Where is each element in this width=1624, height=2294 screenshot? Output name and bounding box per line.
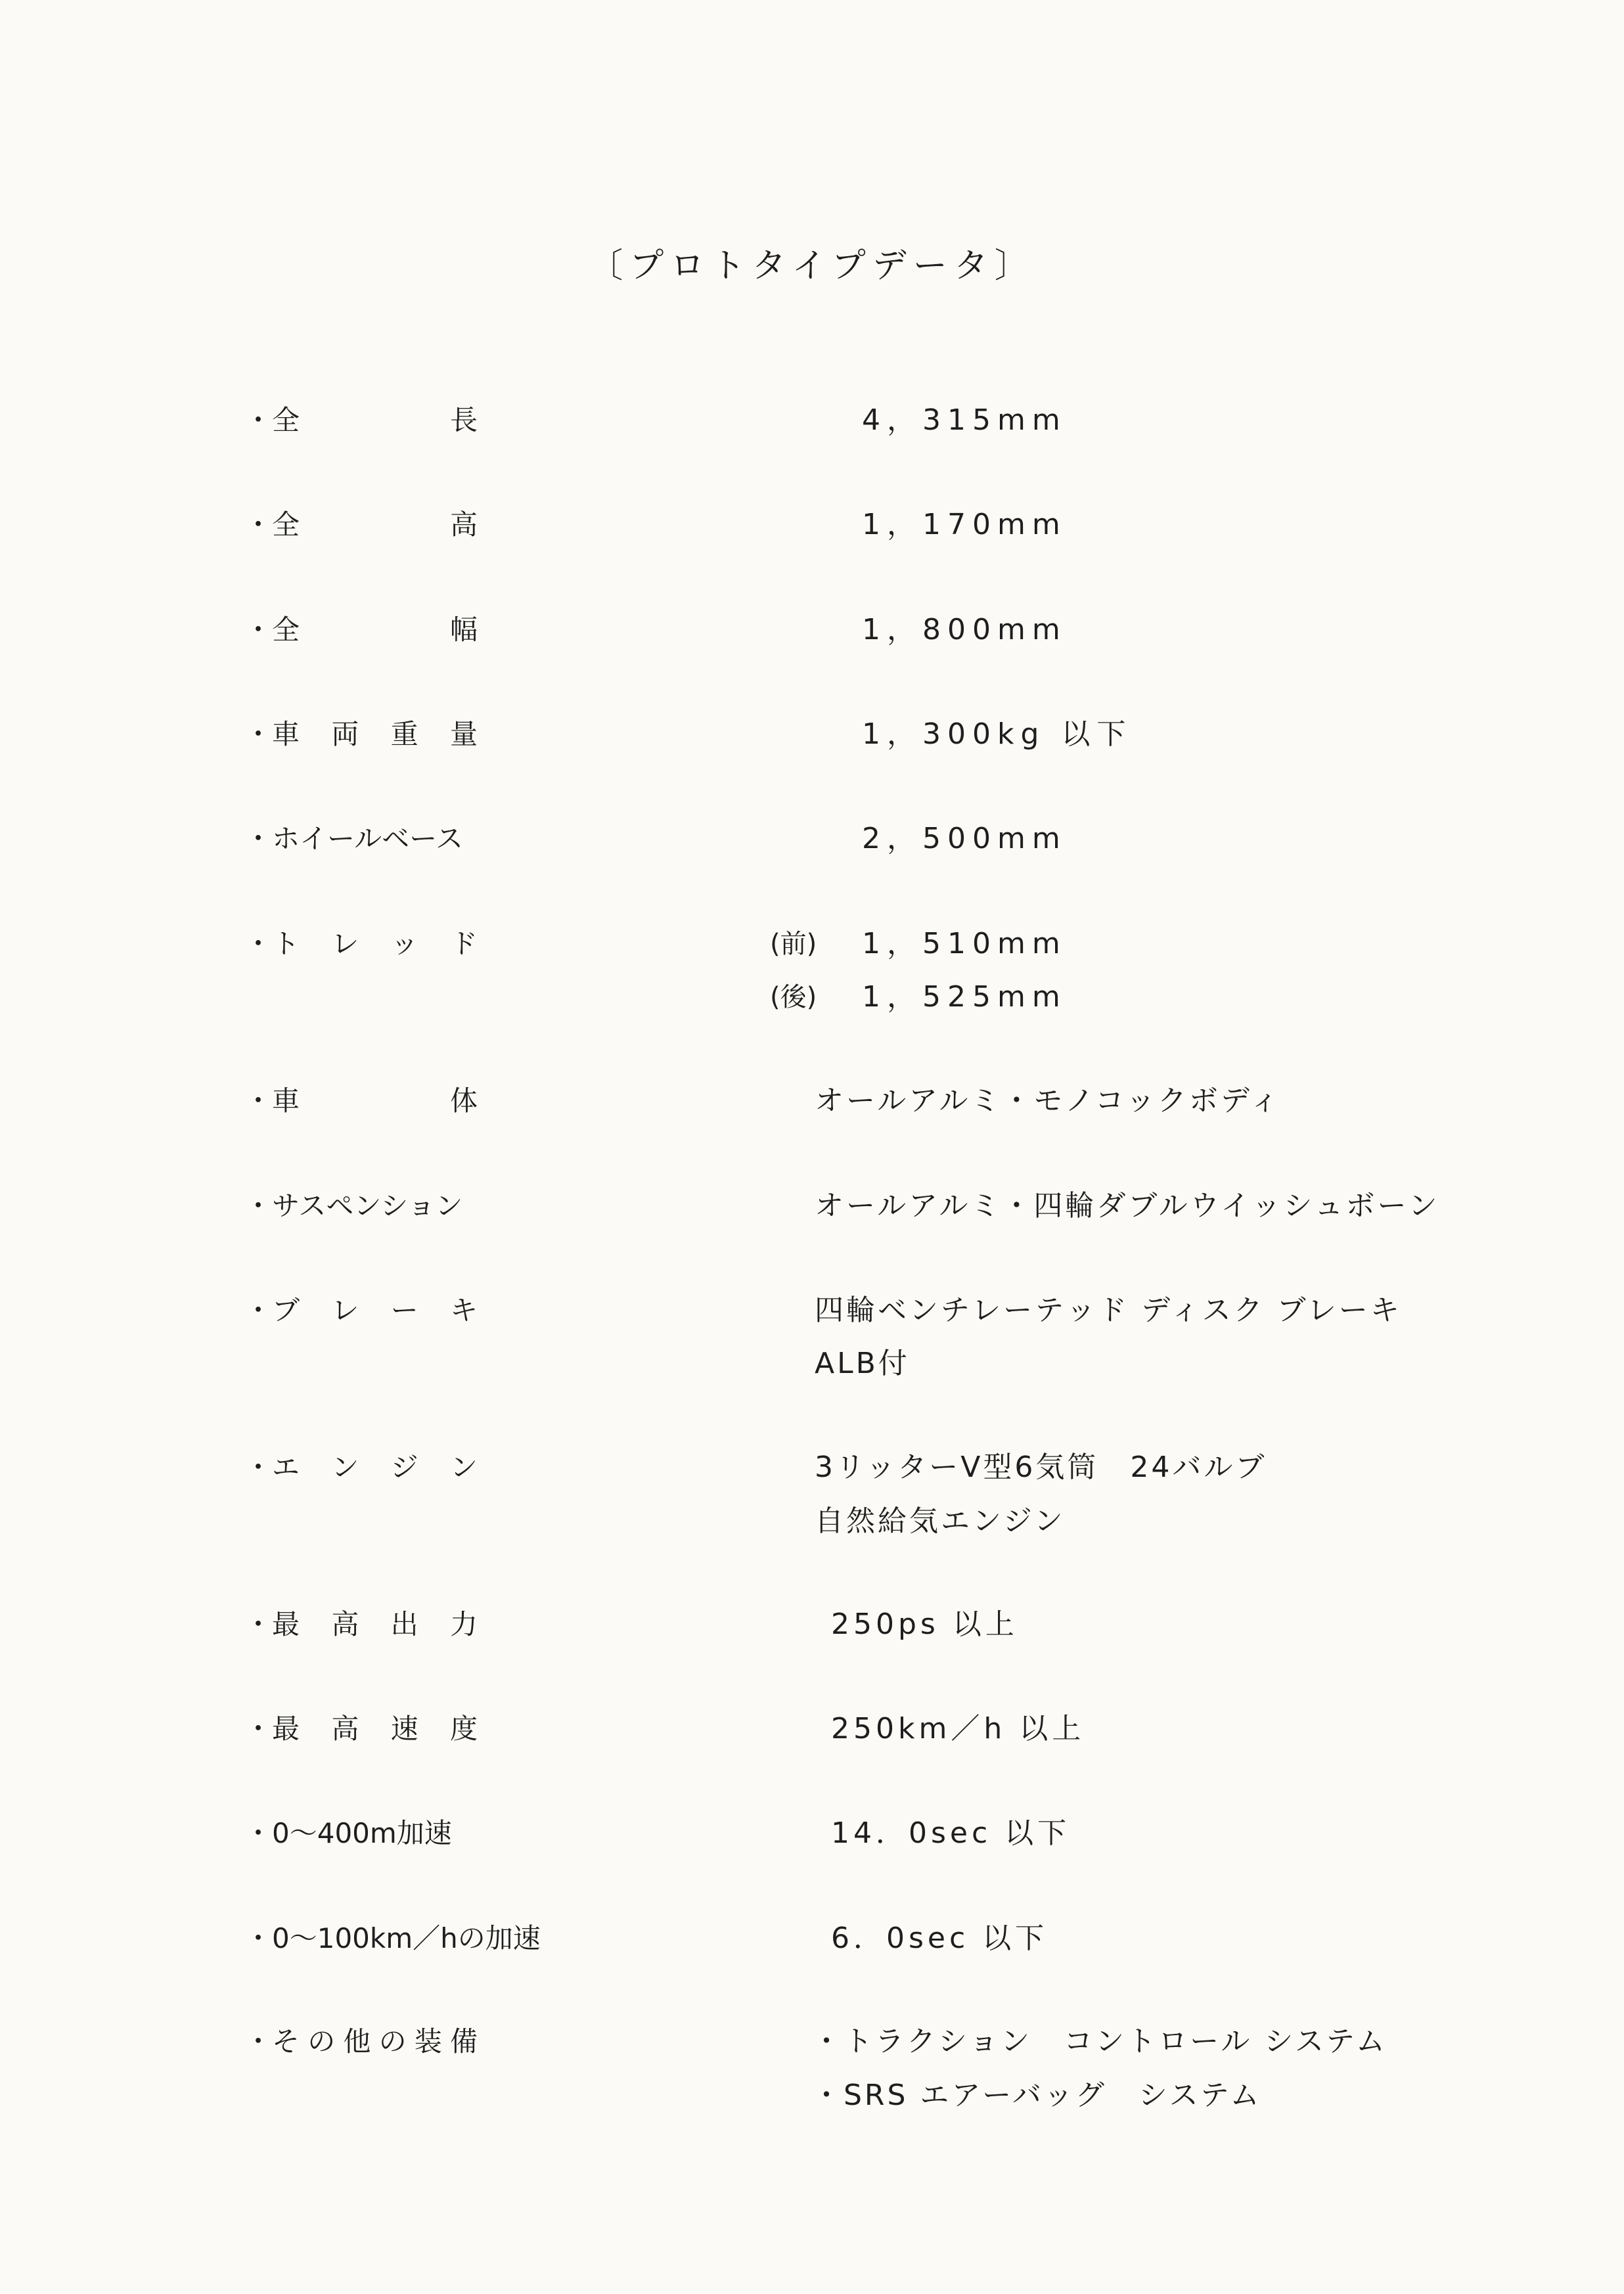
spec-value-rear: 1，525mm <box>862 980 1067 1014</box>
rear-prefix: (後) <box>770 982 817 1012</box>
spec-label: ・全 幅 <box>244 614 478 646</box>
spec-value: 四輪ベンチレーテッド ディスク ブレーキ <box>815 1293 1402 1327</box>
spec-value: 2，500mm <box>862 822 1067 855</box>
spec-label: ・ホイールベース <box>244 822 464 855</box>
spec-label: ・0～100km／hの加速 <box>244 1922 541 1954</box>
spec-value: 1，170mm <box>862 508 1067 541</box>
spec-value: 1，300kg 以下 <box>862 717 1133 751</box>
spec-label: ・0～400m加速 <box>244 1817 452 1849</box>
spec-value: 4，315mm <box>862 403 1067 437</box>
spec-label: ・サスペンション <box>244 1190 463 1222</box>
spec-value: オールアルミ・四輪ダブルウイッシュボーン <box>815 1189 1440 1223</box>
spec-label: ・最 高 速 度 <box>244 1713 478 1745</box>
spec-value: 3リッターV型6気筒 24バルブ <box>815 1451 1267 1484</box>
spec-label: ・エ ン ジ ン <box>244 1451 478 1483</box>
spec-label: ・全 長 <box>244 404 478 436</box>
spec-value: 250km／h 以上 <box>831 1712 1085 1745</box>
front-prefix: (前) <box>770 929 817 959</box>
spec-value-line2: ALB付 <box>815 1347 910 1380</box>
spec-value: 250ps 以上 <box>831 1608 1018 1641</box>
spec-value: 14．0sec 以下 <box>831 1816 1071 1850</box>
spec-label: ・ト レ ッ ド <box>244 928 478 960</box>
spec-value: ・トラクション コントロール システム <box>812 2025 1387 2058</box>
spec-value: オールアルミ・モノコックボディ <box>815 1084 1282 1117</box>
spec-value: 6．0sec 以下 <box>831 1922 1049 1955</box>
spec-value-line2: 自然給気エンジン <box>815 1504 1066 1538</box>
spec-value-line2: ・SRS エアーバッグ システム <box>812 2079 1262 2112</box>
spec-label: ・車 両 重 量 <box>244 718 478 750</box>
spec-label: ・全 高 <box>244 508 478 541</box>
spec-label: ・最 高 出 力 <box>244 1608 478 1640</box>
spec-label: ・車 体 <box>244 1085 478 1117</box>
spec-label: ・ブ レ ー キ <box>244 1294 478 1326</box>
spec-label: ・そ の 他 の 装 備 <box>244 2025 478 2058</box>
spec-value-front: 1，510mm <box>862 927 1067 960</box>
page-title: 〔プロトタイプデータ〕 <box>589 246 1035 286</box>
spec-value: 1，800mm <box>862 613 1067 646</box>
